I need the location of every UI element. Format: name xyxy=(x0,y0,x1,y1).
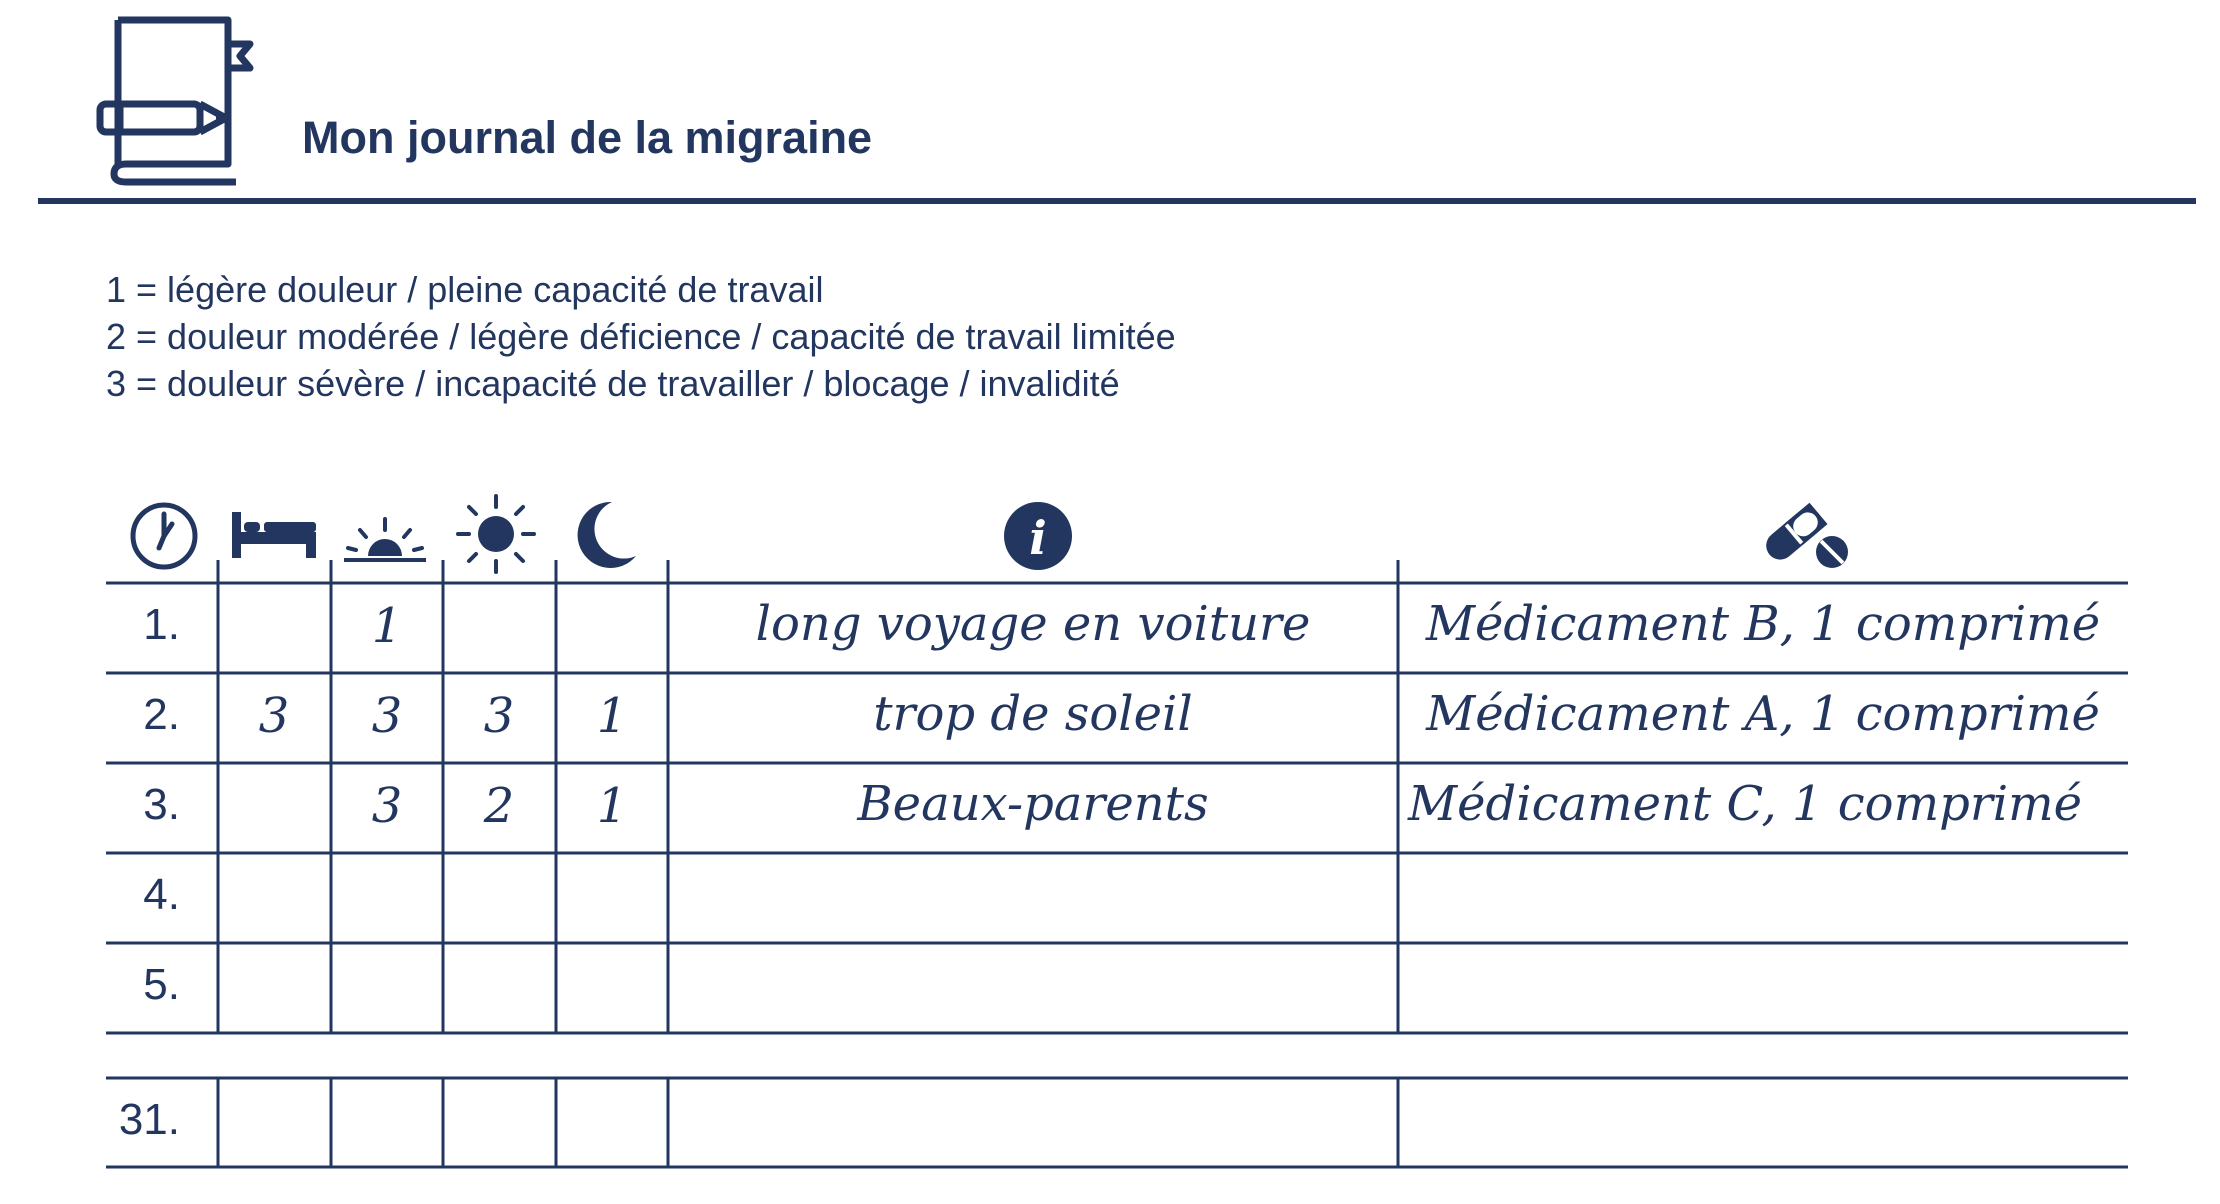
day-number: 1. xyxy=(143,600,180,649)
morning-pain-value: 3 xyxy=(371,688,403,744)
trigger-note: long voyage en voiture xyxy=(755,596,1311,652)
day-number: 2. xyxy=(143,690,180,739)
medication-note: Médicament C, 1 comprimé xyxy=(1407,776,2083,832)
night-pain-value: 3 xyxy=(258,688,290,744)
morning-pain-value: 1 xyxy=(371,598,403,654)
afternoon-pain-value: 3 xyxy=(483,688,515,744)
day-number: 31. xyxy=(118,1095,180,1144)
svg-text:i: i xyxy=(1029,511,1047,565)
trigger-note: trop de soleil xyxy=(873,686,1193,742)
page-title: Mon journal de la migraine xyxy=(302,112,873,163)
legend-item-1: 1 = légère douleur / pleine capacité de travail xyxy=(106,269,824,310)
day-number: 5. xyxy=(143,960,180,1009)
afternoon-pain-value: 2 xyxy=(483,778,515,834)
legend-item-2: 2 = douleur modérée / légère déficience / capacité de travail limitée xyxy=(106,316,1176,357)
evening-pain-value: 1 xyxy=(596,778,628,834)
medication-note: Médicament B, 1 comprimé xyxy=(1425,596,2101,652)
evening-pain-value: 1 xyxy=(596,688,628,744)
legend-item-3: 3 = douleur sévère / incapacité de travailler / blocage / invalidité xyxy=(106,363,1120,404)
trigger-note: Beaux-parents xyxy=(857,776,1209,832)
day-number: 3. xyxy=(143,780,180,829)
medication-note: Médicament A, 1 comprimé xyxy=(1426,686,2100,742)
day-number: 4. xyxy=(143,870,180,919)
morning-pain-value: 3 xyxy=(371,778,403,834)
